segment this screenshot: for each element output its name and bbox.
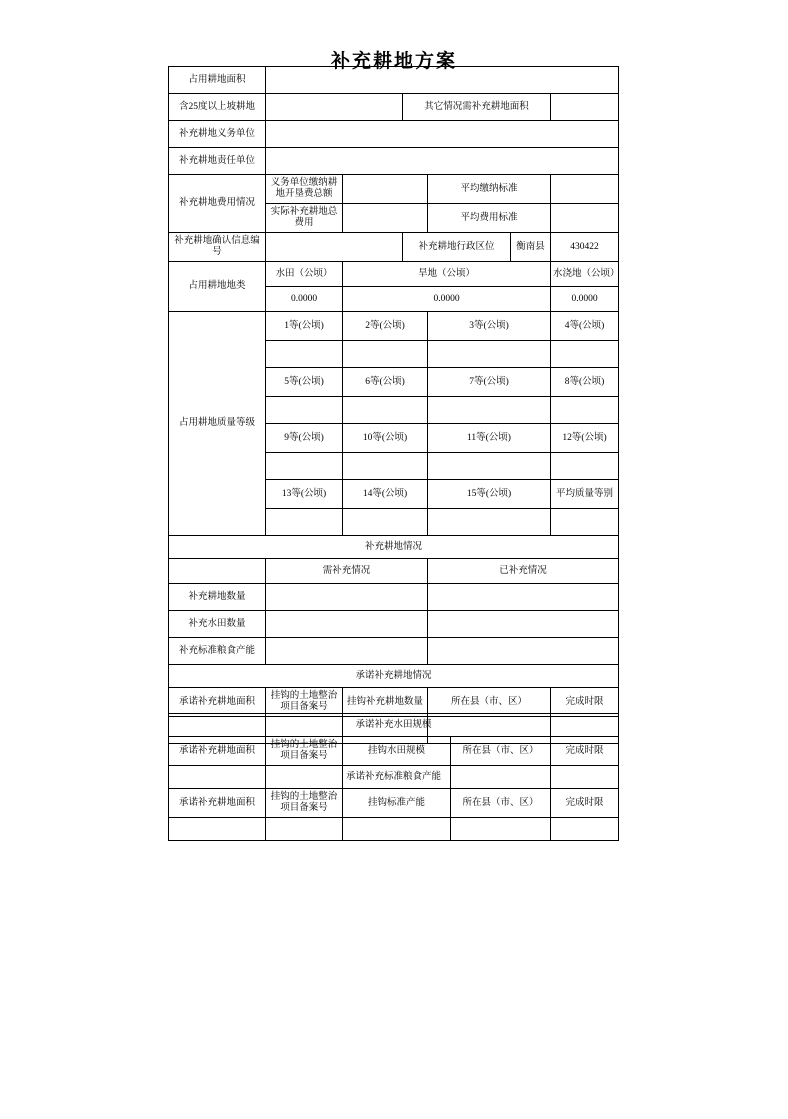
third-standard-capacity-label: 挂钩标准产能 [343,789,451,818]
other-case-value[interactable] [551,94,619,121]
fee-label: 补充耕地费用情况 [169,175,266,233]
admin-region-value: 衡南县 [511,233,551,262]
table-row [169,559,619,584]
table-row [169,714,619,737]
fee-row1-label: 义务单位缴纳耕地开垦费总额 [266,175,343,204]
table-row [169,94,619,121]
dry-label: 旱地（公顷） [343,262,551,287]
grade-label: 9等(公顷) [266,424,343,453]
table-row [169,312,619,341]
qty-need-value[interactable] [266,584,428,611]
average-quality-value[interactable] [551,509,619,536]
qty-done-value[interactable] [428,584,619,611]
table-row [169,737,619,766]
county-label: 所在县（市、区） [428,688,551,717]
third-county-value[interactable] [451,818,551,841]
grade-label: 2等(公顷) [343,312,428,341]
paddy-qty-need-value[interactable] [266,611,428,638]
admin-region-label: 补充耕地行政区位 [403,233,511,262]
second-paddy-scale-label: 挂钩水田规模 [343,737,451,766]
need-supplement-label: 需补充情况 [266,559,428,584]
table-row [169,638,619,665]
grade-label: 12等(公顷) [551,424,619,453]
grade-value[interactable] [266,453,343,480]
table-row [169,584,619,611]
third-county-label: 所在县（市、区） [451,789,551,818]
project-record-label: 挂钩的土地整治项目备案号 [266,688,343,717]
table-row [169,67,619,94]
fee-row2-right-label: 平均费用标准 [428,204,551,233]
fee-row2-right-value[interactable] [551,204,619,233]
grade-label: 7等(公顷) [428,368,551,397]
grade-label: 5等(公顷) [266,368,343,397]
table-row [169,766,619,789]
qty-label: 补充耕地数量 [169,584,266,611]
average-quality-label: 平均质量等别 [551,480,619,509]
grade-label: 8等(公顷) [551,368,619,397]
third-deadline-value[interactable] [551,818,619,841]
second-project-record-label: 挂钩的土地整治项目备案号 [266,737,343,766]
grade-label: 4等(公顷) [551,312,619,341]
promise-qty-label: 挂钩补充耕地数量 [343,688,428,717]
supplement-farmland-main-table [168,66,619,744]
grade-label: 10等(公顷) [343,424,428,453]
paddy-value: 0.0000 [266,287,343,312]
paddy-label: 水田（公顷） [266,262,343,287]
grade-value[interactable] [428,509,551,536]
third-project-record-value[interactable] [266,818,343,841]
promise-standard-capacity-table [168,765,619,841]
resp-unit-value[interactable] [266,148,619,175]
third-deadline-label: 完成时限 [551,789,619,818]
table-row [169,611,619,638]
grade-label: 13等(公顷) [266,480,343,509]
grade-value[interactable] [551,341,619,368]
grade-value[interactable] [551,453,619,480]
third-promise-area-label: 承诺补充耕地面积 [169,789,266,818]
table-row [169,789,619,818]
grade-label: 6等(公顷) [343,368,428,397]
occupied-area-value[interactable] [266,67,619,94]
confirm-id-label: 补充耕地确认信息编号 [169,233,266,262]
second-deadline-label: 完成时限 [551,737,619,766]
page-title: 补充耕地方案 [330,51,457,72]
already-supplement-label: 已补充情况 [428,559,619,584]
table-row [169,818,619,841]
grade-value[interactable] [343,397,428,424]
third-project-record-label: 挂钩的土地整治项目备案号 [266,789,343,818]
third-promise-area-value[interactable] [169,818,266,841]
fee-row2-value[interactable] [343,204,428,233]
table-row [169,665,619,688]
duty-unit-label: 补充耕地义务单位 [169,121,266,148]
admin-region-code: 430422 [551,233,619,262]
table-row [169,175,619,204]
second-county-label: 所在县（市、区） [451,737,551,766]
table-row [169,148,619,175]
grade-label: 11等(公顷) [428,424,551,453]
dry-value: 0.0000 [343,287,551,312]
resp-unit-label: 补充耕地责任单位 [169,148,266,175]
grade-value[interactable] [266,397,343,424]
fee-row1-right-label: 平均缴纳标准 [428,175,551,204]
fee-row2-label: 实际补充耕地总费用 [266,204,343,233]
slope-value[interactable] [266,94,403,121]
grade-label: 15等(公顷) [428,480,551,509]
grade-value[interactable] [551,397,619,424]
grade-value[interactable] [428,341,551,368]
occupied-area-label: 占用耕地面积 [169,67,266,94]
grain-capacity-done-value[interactable] [428,638,619,665]
confirm-id-value[interactable] [266,233,403,262]
slope-label: 含25度以上坡耕地 [169,94,266,121]
irrigated-value: 0.0000 [551,287,619,312]
third-standard-capacity-value[interactable] [343,818,451,841]
table-row [169,233,619,262]
paddy-qty-label: 补充水田数量 [169,611,266,638]
promise-area-label: 承诺补充耕地面积 [169,688,266,717]
supplement-section-label: 补充耕地情况 [169,536,619,559]
promise-section-label: 承诺补充耕地情况 [169,665,619,688]
table-row [169,262,619,287]
fee-row1-value[interactable] [343,175,428,204]
paddy-qty-done-value[interactable] [428,611,619,638]
grade-value[interactable] [343,509,428,536]
other-case-label: 其它情况需补充耕地面积 [403,94,551,121]
table-row [169,121,619,148]
grade-value[interactable] [343,341,428,368]
table-row [169,536,619,559]
grade-value[interactable] [266,509,343,536]
fee-row1-right-value[interactable] [551,175,619,204]
supplement-corner-cell [169,559,266,584]
land-type-label: 占用耕地地类 [169,262,266,312]
grain-capacity-label: 补充标准粮食产能 [169,638,266,665]
quality-label: 占用耕地质量等级 [169,312,266,536]
grade-value[interactable] [428,397,551,424]
third-section-label: 承诺补充标准粮食产能 [169,766,619,789]
grain-capacity-need-value[interactable] [266,638,428,665]
grade-value[interactable] [266,341,343,368]
grade-label: 14等(公顷) [343,480,428,509]
grade-label: 1等(公顷) [266,312,343,341]
second-promise-area-label: 承诺补充耕地面积 [169,737,266,766]
grade-label: 3等(公顷) [428,312,551,341]
deadline-label: 完成时限 [551,688,619,717]
grade-value[interactable] [343,453,428,480]
irrigated-label: 水浇地（公顷） [551,262,619,287]
grade-value[interactable] [428,453,551,480]
duty-unit-value[interactable] [266,121,619,148]
second-section-label: 承诺补充水田规模 [169,714,619,737]
